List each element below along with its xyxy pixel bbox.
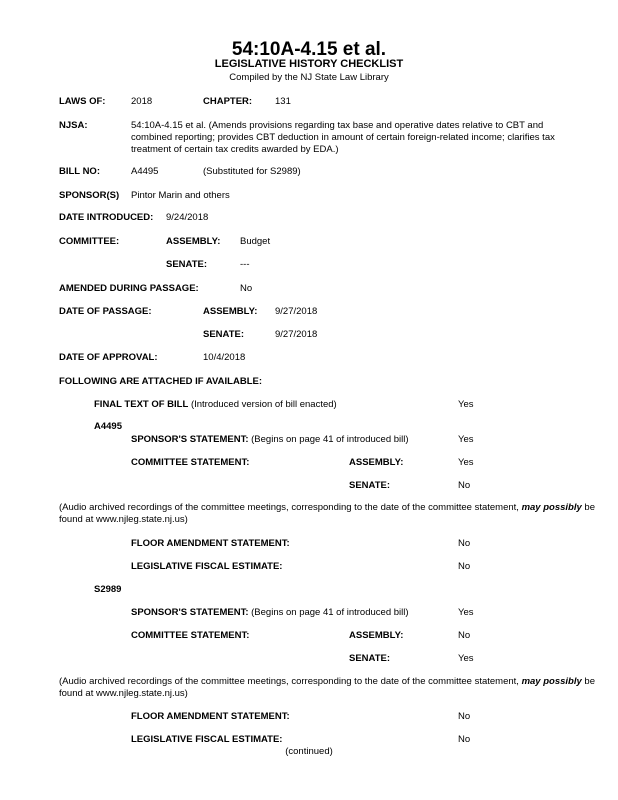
s2989-audio-note-pre: (Audio archived recordings of the committee meetings, corresponding to the date of the committee statement, (59, 676, 519, 687)
date-introduced-value: 9/24/2018 (166, 212, 209, 223)
committee-assembly-value: Budget (240, 236, 271, 247)
final-text-label: FINAL TEXT OF BILL (94, 399, 189, 410)
s2989-audio-note (59, 676, 604, 700)
passage-assembly-value: 9/27/2018 (275, 306, 318, 317)
committee-assembly-label: ASSEMBLY: (166, 236, 221, 247)
s2989-fiscal-label: LEGISLATIVE FISCAL ESTIMATE: (131, 734, 283, 745)
bill-id-a4495: A4495 (94, 421, 122, 432)
committee-senate-label: SENATE: (166, 259, 207, 270)
laws-of-value: 2018 (131, 96, 153, 107)
date-of-approval-value: 10/4/2018 (203, 352, 246, 363)
a4495-senate-value: No (458, 480, 471, 491)
sponsors-value: Pintor Marin and others (131, 190, 230, 201)
bill-no-label: BILL NO: (59, 166, 100, 177)
attached-heading: FOLLOWING ARE ATTACHED IF AVAILABLE: (59, 376, 262, 387)
s2989-assembly-value: No (458, 630, 471, 641)
final-text-note: (Introduced version of bill enacted) (190, 399, 337, 410)
s2989-sponsor-statement-value: Yes (458, 607, 474, 618)
a4495-assembly-value: Yes (458, 457, 474, 468)
s2989-audio-note-post: be found at www.njleg.state.nj.us) (59, 676, 595, 699)
s2989-assembly-label: ASSEMBLY: (349, 630, 404, 641)
committee-senate-value: --- (240, 259, 250, 270)
njsa-label: NJSA: (59, 120, 88, 131)
s2989-sponsor-statement-note: (Begins on page 41 of introduced bill) (251, 607, 409, 618)
s2989-committee-statement-label: COMMITTEE STATEMENT: (131, 630, 250, 641)
bill-no-note: (Substituted for S2989) (203, 166, 301, 177)
amended-value: No (240, 283, 253, 294)
s2989-fiscal-value: No (458, 734, 471, 745)
committee-label: COMMITTEE: (59, 236, 120, 247)
a4495-senate-label: SENATE: (349, 480, 390, 491)
chapter-label: CHAPTER: (203, 96, 253, 107)
a4495-audio-note-emph: may possibly (521, 502, 582, 513)
document-subtitle: LEGISLATIVE HISTORY CHECKLIST (214, 58, 404, 70)
s2989-floor-label: FLOOR AMENDMENT STATEMENT: (131, 711, 290, 722)
date-introduced-label: DATE INTRODUCED: (59, 212, 154, 223)
a4495-sponsor-statement-row (131, 434, 409, 446)
bill-id-s2989: S2989 (94, 584, 122, 595)
date-of-approval-label: DATE OF APPROVAL: (59, 352, 158, 363)
passage-assembly-label: ASSEMBLY: (203, 306, 258, 317)
a4495-audio-note (59, 502, 604, 526)
passage-senate-label: SENATE: (203, 329, 244, 340)
date-of-passage-label: DATE OF PASSAGE: (59, 306, 152, 317)
s2989-sponsor-statement-label: SPONSOR'S STATEMENT: (131, 607, 249, 618)
s2989-audio-note-emph: may possibly (521, 676, 582, 687)
document-title: 54:10A-4.15 et al. (231, 39, 387, 60)
a4495-fiscal-label: LEGISLATIVE FISCAL ESTIMATE: (131, 561, 283, 572)
a4495-floor-label: FLOOR AMENDMENT STATEMENT: (131, 538, 290, 549)
passage-senate-value: 9/27/2018 (275, 329, 318, 340)
amended-label: AMENDED DURING PASSAGE: (59, 283, 199, 294)
s2989-sponsor-statement-row (131, 607, 409, 619)
continued-note: (continued) (285, 746, 333, 757)
chapter-value: 131 (275, 96, 291, 107)
njsa-value: 54:10A-4.15 et al. (Amends provisions regarding tax base and operative dates relative to CBT and combined reporting; provides CBT deduction in amount of certain foreign-related income; clarifies tax treatment of certain tax credits awarded by EDA.) (131, 120, 555, 155)
a4495-committee-statement-label: COMMITTEE STATEMENT: (131, 457, 250, 468)
final-text-value: Yes (458, 399, 474, 410)
s2989-senate-value: Yes (458, 653, 474, 664)
a4495-assembly-label: ASSEMBLY: (349, 457, 404, 468)
a4495-sponsor-statement-note: (Begins on page 41 of introduced bill) (251, 434, 409, 445)
a4495-sponsor-statement-value: Yes (458, 434, 474, 445)
bill-no-value: A4495 (131, 166, 159, 177)
a4495-audio-note-post: be found at www.njleg.state.nj.us) (59, 502, 595, 525)
a4495-floor-value: No (458, 538, 471, 549)
compiled-by: Compiled by the NJ State Law Library (229, 72, 389, 83)
a4495-sponsor-statement-label: SPONSOR'S STATEMENT: (131, 434, 249, 445)
s2989-senate-label: SENATE: (349, 653, 390, 664)
sponsors-label: SPONSOR(S) (59, 190, 120, 201)
a4495-fiscal-value: No (458, 561, 471, 572)
laws-of-label: LAWS OF: (59, 96, 106, 107)
s2989-floor-value: No (458, 711, 471, 722)
a4495-audio-note-pre: (Audio archived recordings of the committee meetings, corresponding to the date of the committee statement, (59, 502, 519, 513)
final-text-row (94, 399, 337, 411)
